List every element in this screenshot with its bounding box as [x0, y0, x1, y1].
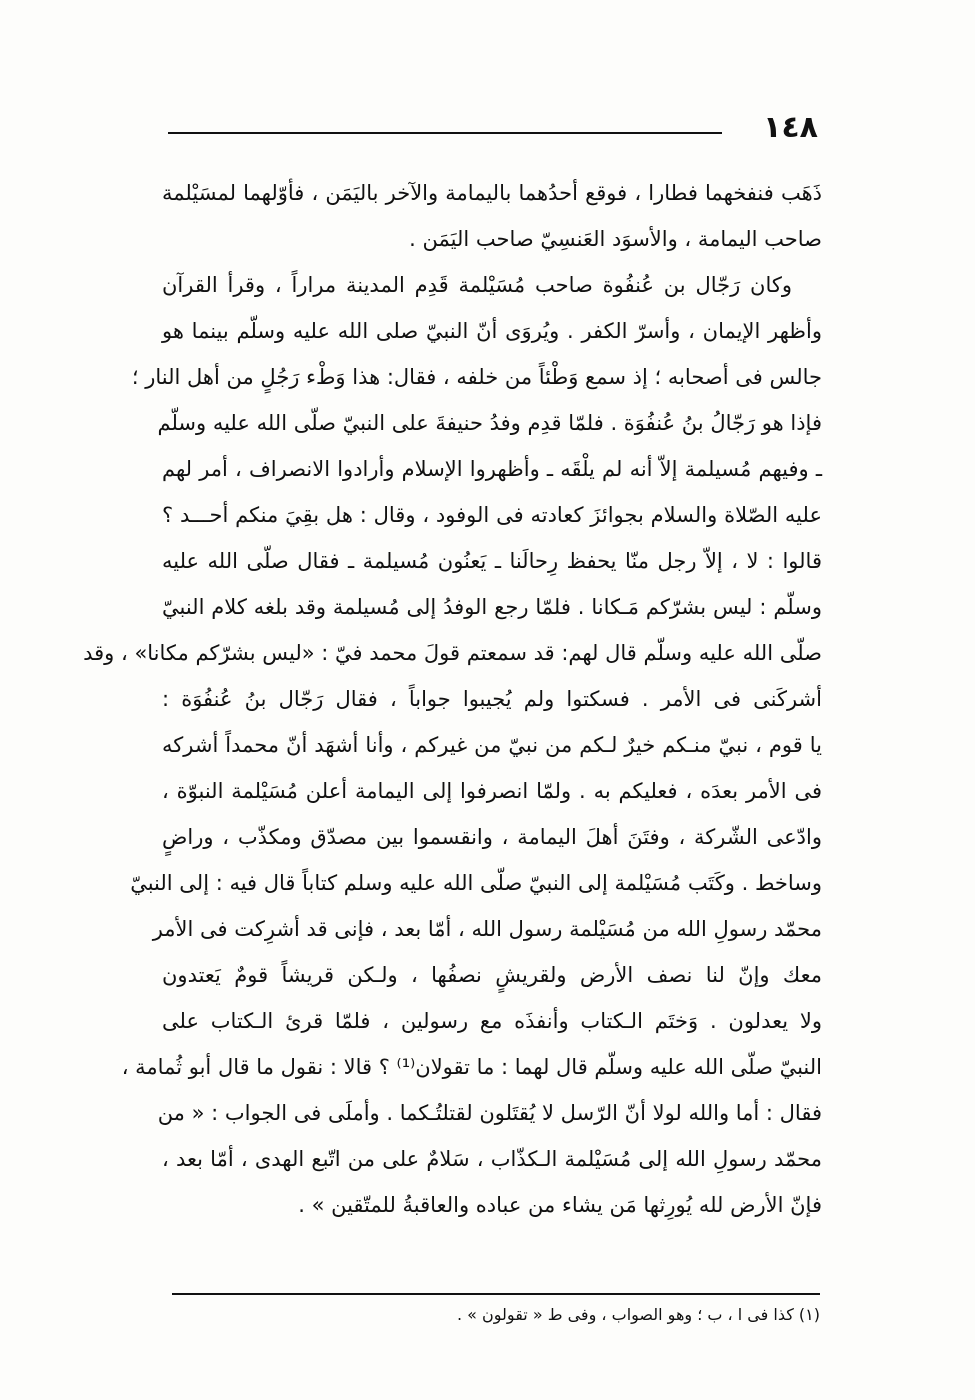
page-number: ١٤٨ — [763, 110, 818, 145]
text-line: ـ وفيهم مُسيلمة إلاّ أنه لم يلْقَه ـ وأظهروا الإسلام وأرادوا الانصراف ، أمر لهم — [162, 457, 822, 481]
text-line: صاحب اليمامة ، والأسوَد العَنسِيّ صاحب اليَمَن . — [409, 227, 822, 251]
text-line: النبيّ صلّى الله عليه وسلّم قال لهما : ما تقولان⁽¹⁾ ؟ قالا : نقول ما قال أبو ثُمامة ، — [121, 1055, 822, 1079]
text-line: فإذا هو رَجّالُ بنُ عُنفُوَة . فلمّا قدِم وفدُ حنيفةَ على النبيّ صلّى الله عليه وسلّم — [157, 411, 822, 435]
header-rule — [168, 132, 722, 134]
text-line: يا قوم ، نبيّ منـكم خيرٌ لـكم من نبيّ من غيركم ، وأنا أشهَد أنّ محمداً أشركه — [162, 733, 822, 757]
text-line: وساخط . وكَتَب مُسَيْلمة إلى النبيّ صلّى الله عليه وسلم كتاباً قال فيه : إلى النبيّ — [130, 871, 822, 895]
footnote: (١) كذا فى ا ، ب ؛ وهو الصواب ، وفى ط « تقولون » . — [456, 1305, 820, 1324]
text-line: معك وإنّ لنا نصف الأرض ولقريشٍ نصفُها ، ولـكن قريشاً قومٌ يَعتدون — [162, 963, 822, 987]
text-line: فإنّ الأرض لله يُورِثها مَن يشاء من عباده والعاقبةُ للمتّقين » . — [298, 1193, 822, 1217]
text-line: ولا يعدلون . وَختَم الـكتاب وأنفذَه مع رسولين ، فلمّا قرئ الـكتاب على — [162, 1009, 822, 1033]
body-text — [83, 170, 822, 1228]
text-line: وادّعى الشّركة ، وفتَنَ أهلَ اليمامة ، وانقسموا بين مصدّق ومكذّب ، وراضٍ — [162, 825, 822, 849]
text-line: وسلّم : ليس بشرّكم مَـكانا . فلمّا رجع الوفدُ إلى مُسيلمة وقد بلغه كلام النبيّ — [162, 595, 822, 619]
text-line: محمّد رسولِ الله من مُسَيْلمة رسول الله ، أمّا بعد ، فإنى قد أشرِكت فى الأمر — [152, 917, 822, 941]
text-line: محمّد رسولِ الله إلى مُسَيْلمة الـكذّاب ، سَلامٌ على من اتّبع الهدى ، أمّا بعد ، — [162, 1147, 822, 1171]
text-line: وأظهر الإيمان ، وأسرّ الكفر . ويُروَى أنّ النبيّ صلى الله عليه وسلّم بينما هو — [162, 319, 822, 343]
text-line: قالوا : لا ، إلاّ رجل منّا يحفظ رِحالَنا ـ يَعنُون مُسيلمة ـ فقال صلّى الله عليه — [162, 549, 822, 573]
text-line: عليه الصّلاة والسلام بجوائزَ كعادته فى الوفود ، وقال : هل بقِيَ منكم أحـــد ؟ — [162, 503, 822, 527]
text-line: أشركَنى فى الأمر . فسكتوا ولم يُجيبوا جواباً ، فقال رَجّال بنُ عُنفُوَة : — [162, 687, 822, 711]
text-line: وكان رَجّال بن عُنفُوة صاحب مُسَيْلمة قَدِم المدينة مراراً ، وقرأ القرآن — [162, 273, 792, 297]
text-line: فى الأمر بعدَه ، فعليكم به . ولمّا انصرفوا إلى اليمامة أعلن مُسَيْلمة النبوّة ، — [162, 779, 822, 803]
page-header — [168, 108, 818, 152]
text-line: ذَهَب فنفخهما فطارا ، فوقع أحدُهما باليمامة والآخر باليَمَن ، فأوّلهما لمسَيْلمة — [162, 181, 822, 205]
text-line: جالس فى أصحابه ؛ إذ سمع وَطْئاً من خلفه ، فقال: هذا وَطْء رَجُلٍ من أهل النار ؛ — [131, 365, 822, 389]
text-line: فقال : أما والله لولا أنّ الرّسل لا يُقتَلون لقتلتُـكما . وأملَى فى الجواب : « من — [157, 1101, 822, 1125]
footnote-rule — [172, 1293, 820, 1295]
text-line: صلّى الله عليه وسلّم قال لهم: قد سمعتم قولَ محمد فيّ : «ليس بشرّكم مكانا» ، وقد — [83, 641, 822, 665]
